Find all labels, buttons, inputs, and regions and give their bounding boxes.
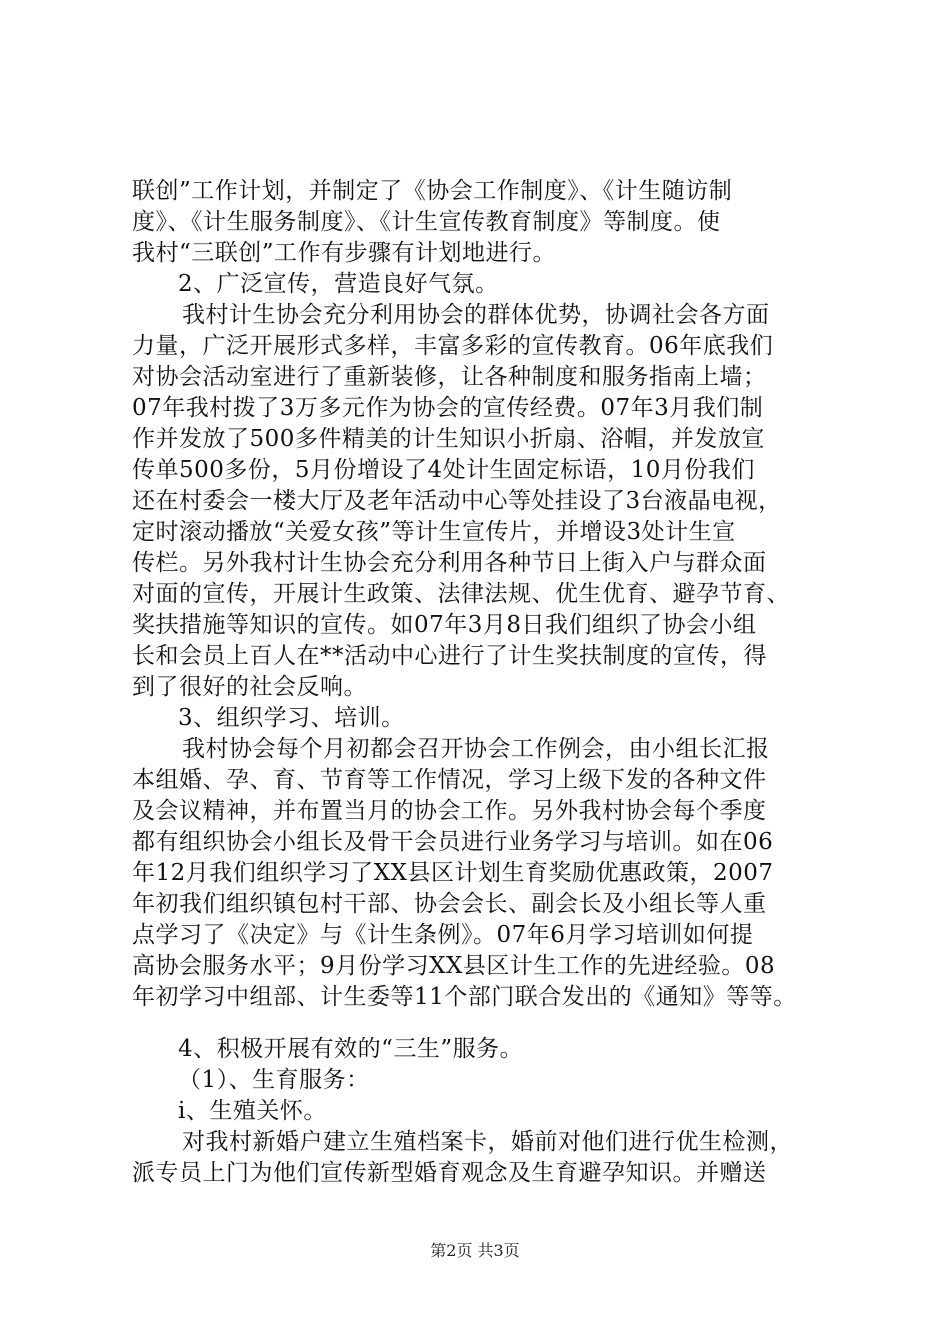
text-line: 还在村委会一楼大厅及老年活动中心等处挂设了3台液晶电视， <box>132 488 782 514</box>
text-line: 对我村新婚户建立生殖档案卡，婚前对他们进行优生检测， <box>182 1129 793 1155</box>
text-line: 都有组织协会小组长及骨干会员进行业务学习与培训。如在06 <box>132 829 774 855</box>
text-line: 点学习了《决定》与《计生条例》。07年6月学习培训如何提 <box>132 922 754 948</box>
section-heading: 2、广泛宣传，营造良好气氛。 <box>178 271 499 297</box>
text-line: 对面的宣传，开展计生政策、法律法规、优生优育、避孕节育、 <box>132 581 790 607</box>
subsection-heading: （1）、生育服务： <box>178 1067 370 1093</box>
text-line: 传栏。另外我村计生协会充分利用各种节日上街入户与群众面 <box>132 550 767 576</box>
text-line: 作并发放了500多件精美的计生知识小折扇、浴帽，并发放宣 <box>132 426 765 452</box>
subsection-heading: i、生殖关怀。 <box>178 1098 327 1124</box>
text-line: 年初我们组织镇包村干部、协会会长、副会长及小组长等人重 <box>132 891 767 917</box>
text-line: 07年我村拨了3万多元作为协会的宣传经费。07年3月我们制 <box>132 395 764 421</box>
text-line: 定时滚动播放“关爱女孩”等计生宣传片，并增设3处计生宣 <box>132 519 736 545</box>
text-line: 我村协会每个月初都会召开协会工作例会，由小组长汇报 <box>182 736 770 762</box>
text-line: 力量，广泛开展形式多样，丰富多彩的宣传教育。06年底我们 <box>132 333 774 359</box>
text-line: 年初学习中组部、计生委等11个部门联合发出的《通知》等等。 <box>132 984 797 1010</box>
text-line: 对协会活动室进行了重新装修，让各种制度和服务指南上墙； <box>132 364 767 390</box>
text-line: 度》、《计生服务制度》、《计生宣传教育制度》等制度。使 <box>132 209 721 235</box>
text-line: 到了很好的社会反响。 <box>132 674 367 700</box>
text-line: 传单500多份，5月份增设了4处计生固定标语，10月份我们 <box>132 457 755 483</box>
text-line: 联创”工作计划，并制定了《协会工作制度》、《计生随访制 <box>132 178 733 204</box>
text-line: 奖扶措施等知识的宣传。如07年3月8日我们组织了协会小组 <box>132 612 757 638</box>
page-footer: 第2页 共3页 <box>430 1241 520 1260</box>
text-line: 长和会员上百人在**活动中心进行了计生奖扶制度的宣传，得 <box>132 643 767 669</box>
text-line: 派专员上门为他们宣传新型婚育观念及生育避孕知识。并赠送 <box>132 1160 767 1186</box>
text-line: 本组婚、孕、育、节育等工作情况，学习上级下发的各种文件 <box>132 767 767 793</box>
text-line: 我村计生协会充分利用协会的群体优势，协调社会各方面 <box>182 302 770 328</box>
section-heading: 4、积极开展有效的“三生”服务。 <box>178 1036 524 1062</box>
text-line: 年12月我们组织学习了XX县区计划生育奖励优惠政策，2007 <box>132 860 774 886</box>
text-line: 及会议精神，并布置当月的协会工作。另外我村协会每个季度 <box>132 798 767 824</box>
text-line: 高协会服务水平；9月份学习XX县区计生工作的先进经验。08 <box>132 953 776 979</box>
section-heading: 3、组织学习、培训。 <box>178 705 405 731</box>
text-line: 我村“三联创”工作有步骤有计划地进行。 <box>132 240 557 266</box>
